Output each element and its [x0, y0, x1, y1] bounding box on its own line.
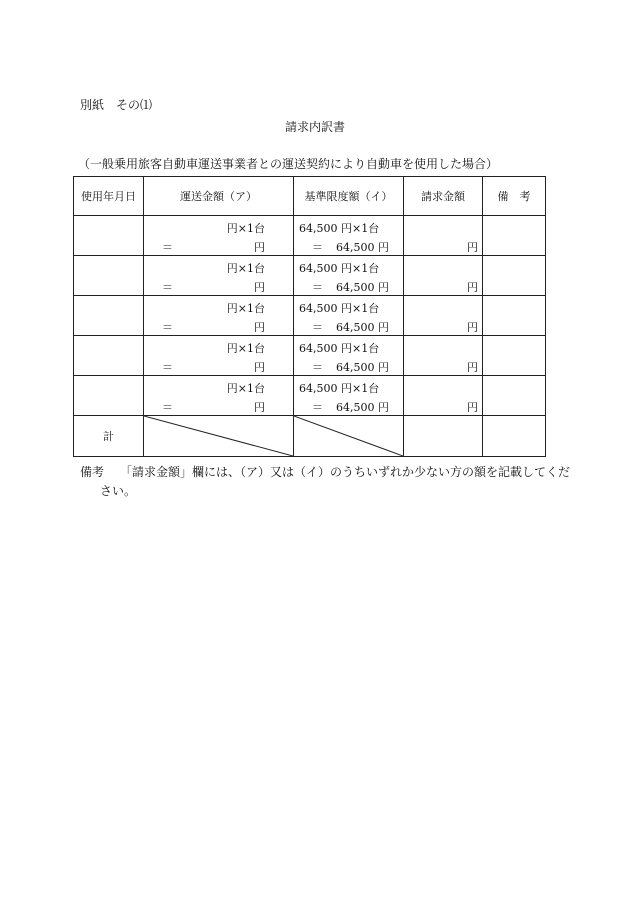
- total-claim-cell: [404, 416, 483, 457]
- table-row: [74, 336, 546, 376]
- note-text-continued: さい。: [100, 484, 137, 498]
- transport-unit: 円×1台: [226, 262, 265, 275]
- note-text: 「請求金額」欄には、（ア）又は（イ）のうちいずれか少ない方の額を記載してくだ: [120, 465, 571, 479]
- limit-value: 64,500 円: [336, 241, 389, 254]
- limit-value: 64,500 円: [336, 401, 389, 414]
- limit-value: 64,500 円: [336, 281, 389, 294]
- limit-amount-cell: [294, 296, 404, 336]
- col-header-date: 使用年月日: [74, 177, 144, 216]
- transport-equals: ＝: [162, 281, 173, 294]
- col-header-limit-amount: 基準限度額（イ）: [294, 177, 404, 216]
- table-row: [74, 216, 546, 256]
- transport-yen: 円: [254, 361, 265, 374]
- appendix-label: 別紙 その⑴: [80, 98, 153, 112]
- col-header-transport-amount: 運送金額（ア）: [144, 177, 294, 216]
- table-row: [74, 376, 546, 416]
- total-transport-diagonal: [144, 416, 294, 457]
- transport-amount-cell[interactable]: [144, 296, 294, 336]
- total-limit-diagonal: [294, 416, 404, 457]
- transport-equals: ＝: [162, 401, 173, 414]
- date-cell[interactable]: [74, 256, 144, 296]
- claim-yen: 円: [467, 321, 478, 334]
- transport-yen: 円: [254, 401, 265, 414]
- limit-value: 64,500 円: [336, 321, 389, 334]
- transport-yen: 円: [254, 281, 265, 294]
- invoice-table: [73, 176, 546, 457]
- table-header-row: [74, 177, 546, 216]
- total-label: 計: [74, 416, 144, 457]
- transport-unit: 円×1台: [226, 302, 265, 315]
- transport-amount-cell[interactable]: [144, 376, 294, 416]
- claim-amount-cell[interactable]: [404, 376, 483, 416]
- transport-amount-cell[interactable]: [144, 216, 294, 256]
- claim-yen: 円: [467, 361, 478, 374]
- claim-yen: 円: [467, 281, 478, 294]
- remarks-cell[interactable]: [483, 296, 546, 336]
- table-row: [74, 256, 546, 296]
- transport-equals: ＝: [162, 321, 173, 334]
- transport-equals: ＝: [162, 361, 173, 374]
- limit-equals: ＝: [312, 321, 323, 334]
- transport-unit: 円×1台: [226, 342, 265, 355]
- transport-equals: ＝: [162, 241, 173, 254]
- limit-amount-cell: [294, 216, 404, 256]
- limit-equals: ＝: [312, 241, 323, 254]
- transport-yen: 円: [254, 241, 265, 254]
- remarks-cell[interactable]: [483, 336, 546, 376]
- claim-yen: 円: [467, 401, 478, 414]
- remarks-cell[interactable]: [483, 216, 546, 256]
- limit-amount-cell: [294, 376, 404, 416]
- claim-amount-cell[interactable]: [404, 296, 483, 336]
- document-subtitle: （一般乗用旅客自動車運送事業者との運送契約により自動車を使用した場合）: [78, 157, 499, 171]
- limit-unit: 64,500 円×1台: [299, 262, 380, 275]
- transport-amount-cell[interactable]: [144, 256, 294, 296]
- date-cell[interactable]: [74, 216, 144, 256]
- limit-unit: 64,500 円×1台: [299, 302, 380, 315]
- limit-equals: ＝: [312, 361, 323, 374]
- total-row: [74, 416, 546, 457]
- limit-unit: 64,500 円×1台: [299, 382, 380, 395]
- claim-amount-cell[interactable]: [404, 216, 483, 256]
- total-remarks-cell: [483, 416, 546, 457]
- remarks-cell[interactable]: [483, 256, 546, 296]
- col-header-remarks: 備 考: [483, 177, 546, 216]
- remarks-cell[interactable]: [483, 376, 546, 416]
- transport-amount-cell[interactable]: [144, 336, 294, 376]
- claim-amount-cell[interactable]: [404, 336, 483, 376]
- limit-amount-cell: [294, 336, 404, 376]
- document-title: 請求内訳書: [284, 120, 345, 134]
- transport-unit: 円×1台: [226, 382, 265, 395]
- limit-amount-cell: [294, 256, 404, 296]
- limit-unit: 64,500 円×1台: [299, 342, 380, 355]
- limit-unit: 64,500 円×1台: [299, 222, 380, 235]
- limit-equals: ＝: [312, 281, 323, 294]
- transport-yen: 円: [254, 321, 265, 334]
- limit-value: 64,500 円: [336, 361, 389, 374]
- date-cell[interactable]: [74, 296, 144, 336]
- transport-unit: 円×1台: [226, 222, 265, 235]
- date-cell[interactable]: [74, 336, 144, 376]
- limit-equals: ＝: [312, 401, 323, 414]
- col-header-claim-amount: 請求金額: [404, 177, 483, 216]
- claim-yen: 円: [467, 241, 478, 254]
- note-label: 備考: [80, 465, 105, 479]
- table-row: [74, 296, 546, 336]
- date-cell[interactable]: [74, 376, 144, 416]
- claim-amount-cell[interactable]: [404, 256, 483, 296]
